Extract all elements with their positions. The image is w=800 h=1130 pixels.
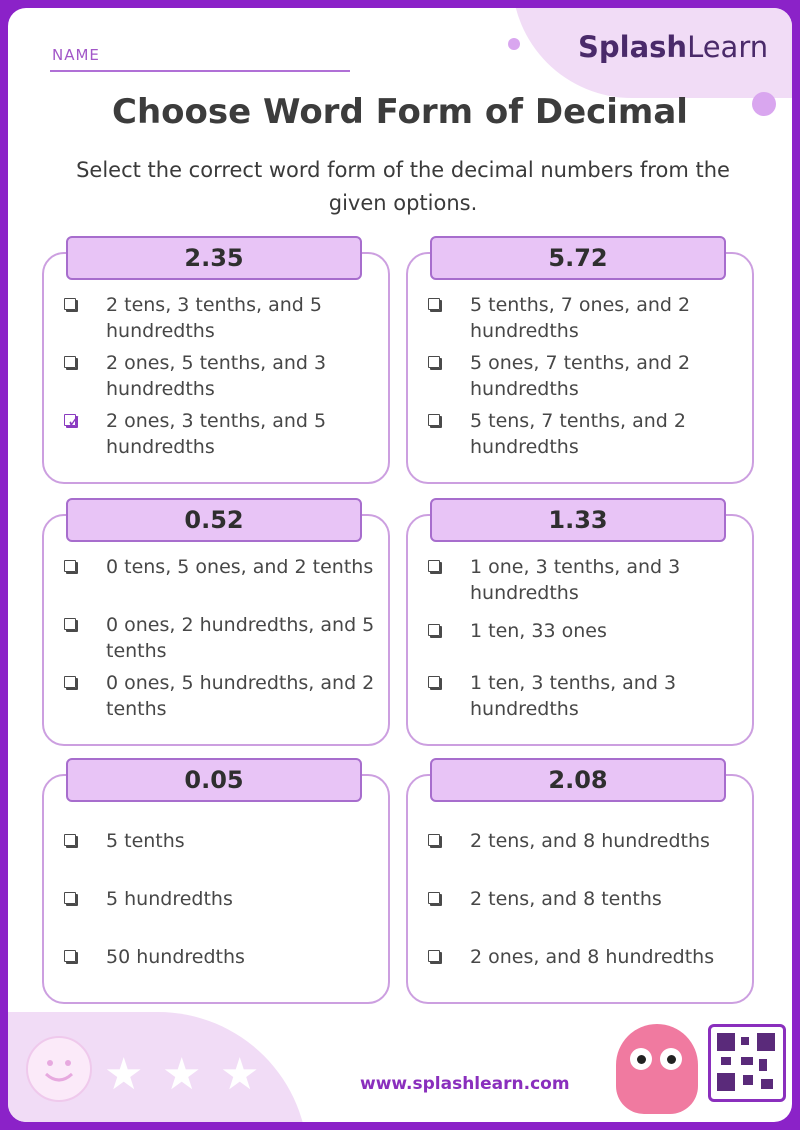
checkbox[interactable]: [428, 892, 440, 904]
checkbox[interactable]: [428, 834, 440, 846]
option[interactable]: [428, 670, 738, 722]
checkbox[interactable]: [428, 560, 440, 572]
star-icon: ★: [220, 1049, 260, 1100]
smiley-icon: [26, 1036, 92, 1102]
option[interactable]: [428, 350, 738, 402]
question-card: [42, 506, 390, 746]
name-label: NAME: [52, 46, 100, 64]
footer: [8, 1012, 792, 1122]
option-text: 5 tens, 7 tenths, and 2 hundredths: [470, 410, 686, 458]
decimal-number: 2.35: [66, 236, 362, 280]
checkbox[interactable]: [64, 560, 76, 572]
option-text: 5 ones, 7 tenths, and 2 hundredths: [470, 352, 691, 400]
option-text: 0 ones, 2 hundredths, and 5 tenths: [106, 614, 375, 662]
option-text: 2 ones, 3 tenths, and 5 hundredths: [106, 410, 327, 458]
website-url[interactable]: www.splashlearn.com: [360, 1074, 570, 1094]
mascot-icon: [616, 1024, 698, 1114]
question-card: [42, 766, 390, 1004]
option[interactable]: [428, 944, 738, 974]
option[interactable]: [428, 554, 738, 606]
option[interactable]: [64, 670, 374, 722]
instructions: Select the correct word form of the decimal numbers from the given options.: [76, 158, 730, 215]
checkbox[interactable]: [64, 356, 76, 368]
decimal-number: 5.72: [430, 236, 726, 280]
star-icon: ★: [104, 1049, 144, 1100]
option[interactable]: [64, 944, 374, 974]
option[interactable]: [428, 618, 738, 648]
option[interactable]: [64, 408, 374, 460]
checkbox[interactable]: [428, 950, 440, 962]
name-field[interactable]: [50, 36, 350, 72]
checkbox[interactable]: [428, 356, 440, 368]
question-card: [406, 506, 754, 746]
checkbox[interactable]: [64, 298, 76, 310]
checked-checkbox[interactable]: [64, 412, 82, 432]
splashlearn-logo: SplashLearn: [578, 30, 769, 64]
checkbox[interactable]: [64, 950, 76, 962]
option[interactable]: [64, 612, 374, 664]
option[interactable]: [428, 292, 738, 344]
option[interactable]: [428, 408, 738, 460]
checkbox[interactable]: [64, 618, 76, 630]
option-text: 2 ones, and 8 hundredths: [470, 946, 715, 968]
question-card: [42, 244, 390, 484]
decimal-number: 0.52: [66, 498, 362, 542]
option[interactable]: [64, 828, 374, 858]
checkbox[interactable]: [64, 834, 76, 846]
option-text: 5 tenths: [106, 830, 185, 852]
checkbox[interactable]: [64, 676, 76, 688]
option-text: 2 tens, and 8 tenths: [470, 888, 662, 910]
option[interactable]: [64, 554, 374, 606]
option-text: 1 one, 3 tenths, and 3 hundredths: [470, 556, 681, 604]
star-icon: ★: [162, 1049, 202, 1100]
checkbox[interactable]: [428, 624, 440, 636]
mascot-eye: [630, 1048, 652, 1070]
option-text: 1 ten, 33 ones: [470, 620, 607, 642]
option[interactable]: [64, 350, 374, 402]
checkbox[interactable]: [428, 676, 440, 688]
option-text: 0 ones, 5 hundredths, and 2 tenths: [106, 672, 375, 720]
option-text: 2 tens, 3 tenths, and 5 hundredths: [106, 294, 322, 342]
option-text: 2 ones, 5 tenths, and 3 hundredths: [106, 352, 327, 400]
option-text: 5 hundredths: [106, 888, 233, 910]
mascot-eye: [660, 1048, 682, 1070]
option[interactable]: [64, 886, 374, 916]
option-text: 5 tenths, 7 ones, and 2 hundredths: [470, 294, 691, 342]
worksheet: [8, 8, 792, 1122]
checkbox[interactable]: [64, 892, 76, 904]
checkbox[interactable]: [428, 414, 440, 426]
option[interactable]: [428, 886, 738, 916]
option[interactable]: [428, 828, 738, 858]
qr-code-icon[interactable]: [708, 1024, 786, 1102]
decimal-number: 1.33: [430, 498, 726, 542]
option-text: 0 tens, 5 ones, and 2 tenths: [106, 556, 374, 578]
worksheet-title: Choose Word Form of Decimal: [112, 92, 688, 132]
option[interactable]: [64, 292, 374, 344]
check-mark-icon: ✓: [67, 412, 82, 432]
checkbox[interactable]: [428, 298, 440, 310]
decimal-number: 2.08: [430, 758, 726, 802]
question-card: [406, 766, 754, 1004]
decimal-number: 0.05: [66, 758, 362, 802]
option-text: 2 tens, and 8 hundredths: [470, 830, 710, 852]
question-card: [406, 244, 754, 484]
decor-dot: [508, 38, 520, 50]
option-text: 1 ten, 3 tenths, and 3 hundredths: [470, 672, 677, 720]
option-text: 50 hundredths: [106, 946, 245, 968]
